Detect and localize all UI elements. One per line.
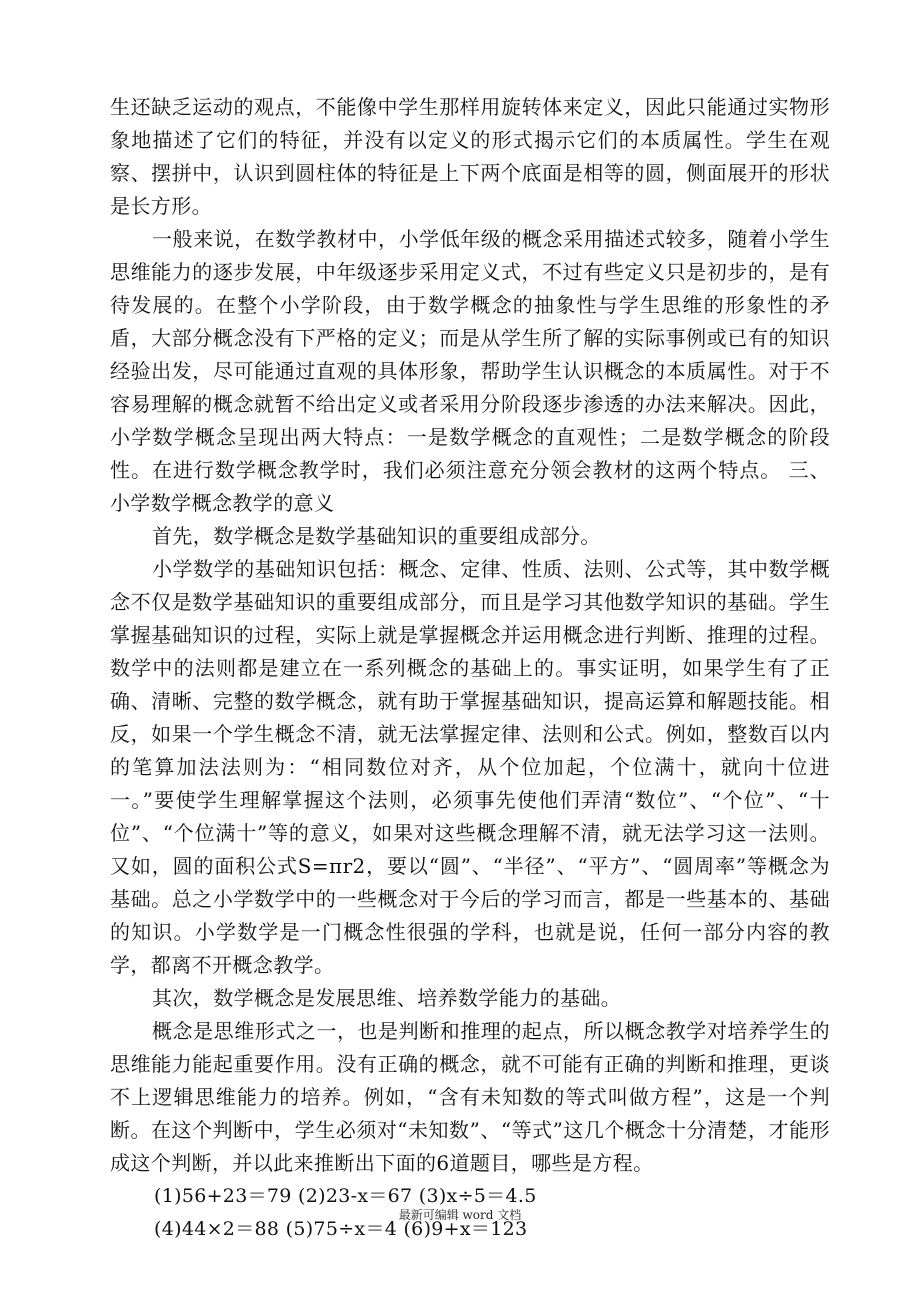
document-body bbox=[110, 91, 830, 1246]
paragraph-2: 一般来说，在数学教材中，小学低年级的概念采用描述式较多，随着小学生思维能力的逐步发展，中年级逐步采用定义式，不过有些定义只是初步的，是有待发展的。在整个小学阶段，由于数学概念的抽象性与学生思维的形象性的矛盾，大部分概念没有下严格的定义；而是从学生所了解的实际事例或已有的知识经验出发，尽可能通过直观的具体形象，帮助学生认识概念的本质属性。对于不容易理解的概念就暂不给出定义或者采用分阶段逐步渗透的办法来解决。因此，小学数学概念呈现出两大特点：一是数学概念的直观性；二是数学概念的阶段性。在进行数学概念教学时，我们必须注意充分领会教材的这两个特点。 三、小学数学概念教学的意义 bbox=[110, 227, 830, 515]
page-footer: 最新可编辑 word 文档 bbox=[398, 1208, 522, 1222]
paragraph-3: 首先，数学概念是数学基础知识的重要组成部分。 bbox=[152, 524, 601, 548]
paragraph-6: 概念是思维形式之一，也是判断和推理的起点，所以概念教学对培养学生的思维能力能起重要作用。没有正确的概念，就不可能有正确的判断和推理，更谈不上逻辑思维能力的培养。例如，“含有未知数的等式叫做方程”，这是一个判断。在这个判断中，学生必须对“未知数”、“等式”这几个概念十分清楚，才能形成这个判断，并以此来推断出下面的6道题目，哪些是方程。 bbox=[110, 1019, 830, 1175]
paragraph-4: 小学数学的基础知识包括：概念、定律、性质、法则、公式等，其中数学概念不仅是数学基础知识的重要组成部分，而且是学习其他数学知识的基础。学生掌握基础知识的过程，实际上就是掌握概念并运用概念进行判断、推理的过程。数学中的法则都是建立在一系列概念的基础上的。事实证明，如果学生有了正确、清晰、完整的数学概念，就有助于掌握基础知识，提高运算和解题技能。相反，如果一个学生概念不清，就无法掌握定律、法则和公式。例如，整数百以内的笔算加法法则为：“相同数位对齐，从个位加起，个位满十，就向十位进一。”要使学生理解掌握这个法则，必须事先使他们弄清“数位”、“个位”、“十位”、“个位满十”等的意义，如果对这些概念理解不清，就无法学习这一法则。又如，圆的面积公式S=πr2，要以“圆”、“半径”、“平方”、“圆周率”等概念为基础。总之小学数学中的一些概念对于今后的学习而言，都是一些基本的、基础的知识。小学数学是一门概念性很强的学科，也就是说，任何一部分内容的教学，都离不开概念教学。 bbox=[110, 557, 830, 977]
equation-line-2: (4)44×2＝88 (5)75÷x＝4 (6)9+x＝123 bbox=[154, 1218, 528, 1240]
equation-line-1: (1)56+23＝79 (2)23-x＝67 (3)x÷5＝4.5 bbox=[154, 1185, 537, 1207]
paragraph-1: 生还缺乏运动的观点，不能像中学生那样用旋转体来定义，因此只能通过实物形象地描述了它们的特征，并没有以定义的形式揭示它们的本质属性。学生在观察、摆拼中，认识到圆柱体的特征是上下两个底面是相等的圆，侧面展开的形状是长方形。 bbox=[110, 95, 830, 218]
paragraph-5: 其次，数学概念是发展思维、培养数学能力的基础。 bbox=[152, 986, 622, 1010]
